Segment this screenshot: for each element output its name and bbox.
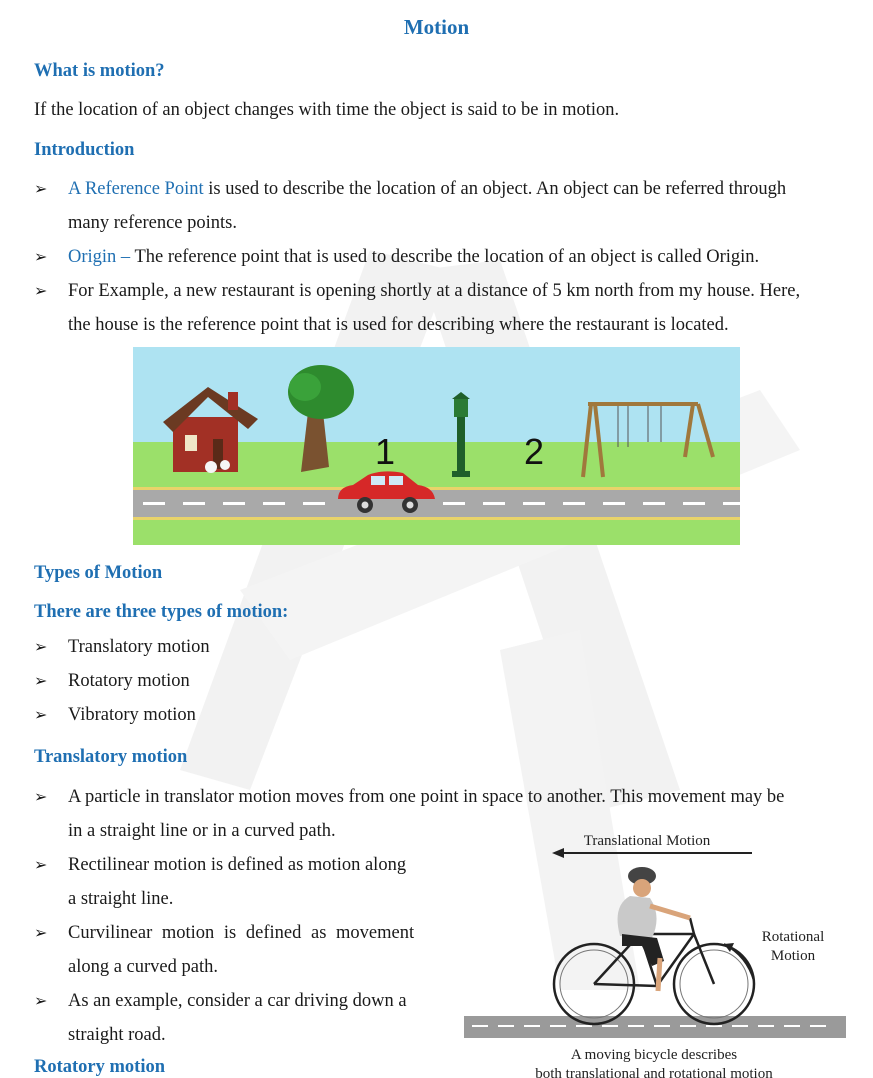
arrow-bullet-icon: ➢ bbox=[34, 247, 48, 266]
list-item-text: Rectilinear motion is defined as motion along bbox=[68, 855, 407, 875]
page-title: Motion bbox=[403, 15, 470, 39]
list-item-continuation: straight road. bbox=[68, 1025, 166, 1045]
list-item-text: Translatory motion bbox=[68, 637, 210, 657]
figure-caption-2: both translational and rotational motion bbox=[535, 1066, 773, 1078]
arrow-bullet-icon: ➢ bbox=[34, 281, 48, 300]
position-label-1: 1 bbox=[374, 431, 396, 472]
list-item-text: As an example, consider a car driving down a bbox=[68, 991, 407, 1011]
what-is-motion-text: If the location of an object changes with time the object is said to be in motion. bbox=[34, 100, 620, 120]
list-item-continuation: the house is the reference point that is used for describing where the restaurant is located. bbox=[68, 315, 729, 335]
bicycle-motion-figure bbox=[462, 826, 846, 1078]
translational-motion-label: Translational Motion bbox=[583, 833, 711, 849]
list-item-continuation: a straight line. bbox=[68, 889, 174, 909]
list-item-text: For Example, a new restaurant is opening shortly at a distance of 5 km north from my house. Here, bbox=[68, 281, 801, 301]
list-item-continuation: in a straight line or in a curved path. bbox=[68, 821, 336, 841]
arrow-bullet-icon: ➢ bbox=[34, 637, 48, 656]
three-types-subheading: There are three types of motion: bbox=[34, 602, 289, 622]
list-item-text: Vibratory motion bbox=[68, 705, 196, 725]
arrow-bullet-icon: ➢ bbox=[34, 991, 48, 1010]
what-is-motion-heading: What is motion? bbox=[34, 61, 165, 81]
list-item-continuation: many reference points. bbox=[68, 213, 237, 233]
arrow-bullet-icon: ➢ bbox=[34, 855, 48, 874]
bicycle-icon bbox=[554, 918, 754, 1024]
translatory-motion-heading: Translatory motion bbox=[34, 747, 188, 767]
arrow-bullet-icon: ➢ bbox=[34, 179, 48, 198]
list-item-text: Curvilinear motion is defined as movement bbox=[68, 923, 415, 943]
reference-point-illustration bbox=[133, 347, 740, 545]
rotational-label-2: Motion bbox=[770, 948, 816, 964]
figure-caption-1: A moving bicycle describes bbox=[570, 1047, 738, 1063]
introduction-heading: Introduction bbox=[34, 140, 135, 160]
rotatory-motion-heading: Rotatory motion bbox=[34, 1057, 166, 1077]
term-highlight: A Reference Point bbox=[68, 179, 204, 199]
term-highlight: Origin – bbox=[68, 247, 131, 267]
list-item-text: A Reference Point is used to describe the location of an object. An object can be referred through bbox=[68, 179, 787, 199]
list-item-continuation: along a curved path. bbox=[68, 957, 218, 977]
arrow-bullet-icon: ➢ bbox=[34, 671, 48, 690]
arrow-bullet-icon: ➢ bbox=[34, 705, 48, 724]
list-item-text: A particle in translator motion moves from one point in space to another. This movement may be bbox=[68, 787, 785, 807]
arrow-bullet-icon: ➢ bbox=[34, 787, 48, 806]
list-item-text: Origin – The reference point that is used to describe the location of an object is called Origin. bbox=[68, 247, 760, 267]
position-label-2: 2 bbox=[523, 431, 545, 472]
types-of-motion-heading: Types of Motion bbox=[34, 563, 163, 583]
arrow-left-icon bbox=[552, 848, 564, 858]
arrow-bullet-icon: ➢ bbox=[34, 923, 48, 942]
rotational-label-1: Rotational bbox=[761, 929, 825, 945]
list-item-text: Rotatory motion bbox=[68, 671, 190, 691]
